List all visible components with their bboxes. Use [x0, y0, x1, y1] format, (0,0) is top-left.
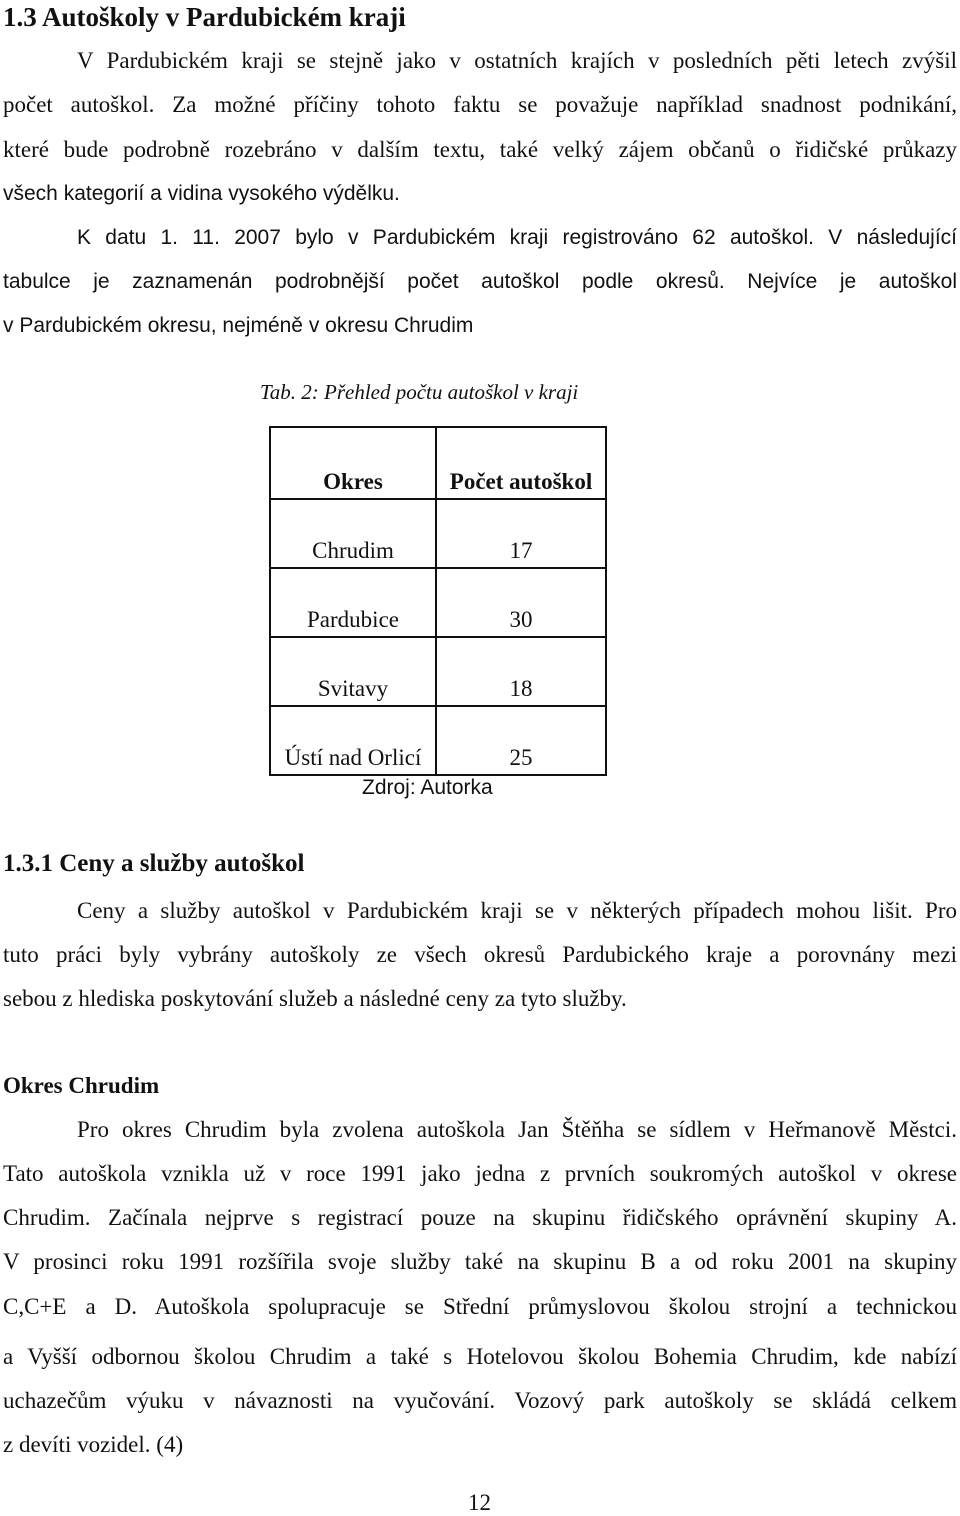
- header-pocet: Počet autoškol: [436, 427, 606, 499]
- okres-heading: Okres Chrudim: [3, 1073, 160, 1098]
- text-line: C,C+E a D. Autoškola spolupracuje se Střední průmyslovou školou strojní a technickou: [3, 1294, 957, 1319]
- text-line: počet autoškol. Za možné příčiny tohoto faktu se považuje například snadnost podnikání,: [3, 92, 957, 117]
- cell-pocet: 18: [436, 637, 606, 706]
- text-line: v Pardubickém okresu, nejméně v okresu Chrudim: [3, 314, 474, 337]
- table-source: Zdroj: Autorka: [362, 776, 493, 799]
- cell-okres: Svitavy: [270, 637, 436, 706]
- text-line: Chrudim. Začínala nejprve s registrací pouze na skupinu řidičského oprávnění skupiny A.: [3, 1205, 957, 1230]
- page-number: 12: [468, 1490, 491, 1515]
- text-line: tuto práci byly vybrány autoškoly ze všech okresů Pardubického kraje a porovnány mezi: [3, 942, 957, 967]
- table-row: [270, 568, 606, 637]
- cell-pocet: 25: [436, 706, 606, 775]
- text-line: a Vyšší odbornou školou Chrudim a také s Hotelovou školou Bohemia Chrudim, kde nabízí: [3, 1344, 957, 1369]
- table-caption: Tab. 2: Přehled počtu autoškol v kraji: [260, 380, 579, 404]
- text-line: uchazečům výuku v návaznosti na vyučování. Vozový park autoškoly se skládá celkem: [3, 1388, 957, 1413]
- table-row: [270, 706, 606, 775]
- cell-okres: Chrudim: [270, 499, 436, 568]
- section-title: 1.3 Autoškoly v Pardubickém kraji: [3, 2, 406, 32]
- cell-okres: Ústí nad Orlicí: [270, 706, 436, 775]
- text-line: Tato autoškola vznikla už v roce 1991 jako jedna z prvních soukromých autoškol v okrese: [3, 1161, 957, 1186]
- text-line: V Pardubickém kraji se stejně jako v ostatních krajích v posledních pěti letech zvýšil: [77, 48, 957, 73]
- text-line: sebou z hlediska poskytování služeb a následné ceny za tyto služby.: [3, 986, 627, 1011]
- cell-pocet: 17: [436, 499, 606, 568]
- text-line: všech kategorií a vidina vysokého výdělku.: [3, 182, 400, 205]
- text-line: V prosinci roku 1991 rozšířila svoje služby také na skupinu B a od roku 2001 na skupiny: [3, 1249, 957, 1274]
- text-line: K datu 1. 11. 2007 bylo v Pardubickém kraji registrováno 62 autoškol. V následující: [77, 226, 957, 249]
- text-line: Ceny a služby autoškol v Pardubickém kraji se v některých případech mohou lišit. Pro: [77, 898, 957, 923]
- text-line: tabulce je zaznamenán podrobnější počet autoškol podle okresů. Nejvíce je autoškol: [3, 270, 957, 293]
- text-line: z devíti vozidel. (4): [3, 1432, 184, 1457]
- table-row: [270, 499, 606, 568]
- table-row: [270, 637, 606, 706]
- text-line: které bude podrobně rozebráno v dalším textu, také velký zájem občanů o řidičské průkazy: [3, 137, 957, 162]
- cell-okres: Pardubice: [270, 568, 436, 637]
- cell-pocet: 30: [436, 568, 606, 637]
- driving-schools-table: [269, 426, 607, 776]
- table-header-row: [270, 427, 606, 499]
- header-okres: Okres: [270, 427, 436, 499]
- subsection-title: 1.3.1 Ceny a služby autoškol: [3, 850, 305, 877]
- text-line: Pro okres Chrudim byla zvolena autoškola Jan Štěňha se sídlem v Heřmanově Městci.: [77, 1117, 957, 1142]
